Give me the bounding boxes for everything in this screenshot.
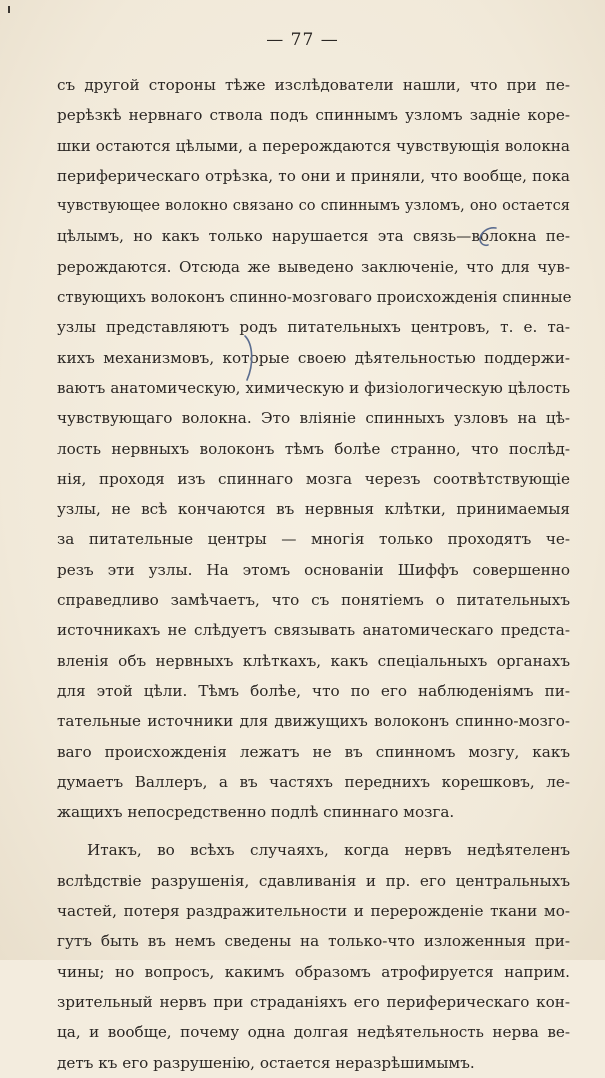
text-line: Итакъ, во всѣхъ случаяхъ, когда нервъ недѣятеленъ — [87, 841, 570, 860]
text-line: цѣлымъ, но какъ только нарушается эта связь—волокна пе- — [57, 227, 570, 246]
text-line: справедливо замѣчаетъ, что съ понятiемъ о питательныхъ — [57, 591, 570, 610]
text-line: резъ эти узлы. На этомъ основанiи Шиффъ совершенно — [57, 560, 570, 579]
text-line: периферическаго отрѣзка, то они и приняли, что вообще, пока — [57, 166, 570, 185]
text-line: за питательные центры — многiя только проходятъ че- — [57, 530, 570, 549]
text-line: ваютъ анатомическую, химическую и физiологическую цѣлость — [57, 378, 570, 397]
text-line: ваго происхожденiя лежатъ не въ спинномъ мозгу, какъ — [57, 742, 570, 761]
paragraph-gap — [57, 827, 570, 835]
paragraph-1 — [57, 70, 570, 827]
text-line: чины; но вопросъ, какимъ образомъ атрофируется наприм. — [57, 962, 570, 981]
text-line: чувствующаго волокна. Это влiянiе спинныхъ узловъ на цѣ- — [57, 409, 570, 428]
text-line: гутъ быть въ немъ сведены на только-что изложенныя при- — [57, 932, 570, 951]
text-line: вслѣдствiе разрушенiя, сдавливанiя и пр. его центральныхъ — [57, 871, 570, 890]
text-line: нiя, проходя изъ спиннаго мозга черезъ соотвѣтствующiе — [57, 469, 570, 488]
paragraph-2 — [57, 835, 570, 1077]
text-line: узлы представляютъ родъ питательныхъ центровъ, т. е. та- — [57, 318, 570, 337]
text-block — [57, 70, 570, 1078]
text-line: жащихъ непосредственно подлѣ спиннаго мозга. — [57, 803, 455, 822]
text-line: лость нервныхъ волоконъ тѣмъ болѣе странно, что послѣд- — [57, 439, 570, 458]
text-line: рерѣзкѣ нервнаго ствола подъ спиннымъ узломъ заднiе коре- — [57, 106, 570, 125]
text-line: шки остаются цѣлыми, а перерождаются чувствующiя волокна — [57, 136, 570, 155]
page-number: — 77 — — [266, 30, 339, 50]
ink-speck — [8, 6, 10, 13]
text-line: частей, потеря раздражительности и перерожденiе ткани мо- — [57, 902, 570, 921]
text-line: тательные источники для движущихъ волоконъ спинно-мозго- — [57, 712, 570, 731]
text-line: источникахъ не слѣдуетъ связывать анатомическаго предста- — [57, 621, 570, 640]
text-line: вленiя объ нервныхъ клѣткахъ, какъ спецiальныхъ органахъ — [57, 651, 570, 670]
text-line: зрительный нервъ при страданiяхъ его периферическаго кон- — [57, 992, 570, 1011]
text-line: кихъ механизмовъ, которые своею дѣятельностью поддержи- — [57, 348, 570, 367]
text-line: узлы, не всѣ кончаются въ нервныя клѣтки, принимаемыя — [57, 500, 570, 519]
text-line: съ другой стороны тѣже изслѣдователи нашли, что при пе- — [57, 76, 570, 94]
text-line: чувствующее волокно связано со спиннымъ узломъ, оно остается — [57, 197, 570, 215]
text-line: думаетъ Валлеръ, а въ частяхъ переднихъ корешковъ, ле- — [57, 772, 570, 791]
text-line: детъ къ его разрушенiю, остается неразрѣшимымъ. — [57, 1053, 475, 1072]
text-line: ца, и вообще, почему одна долгая недѣятельность нерва ве- — [57, 1023, 570, 1042]
text-line: для этой цѣли. Тѣмъ болѣе, что по его наблюденiямъ пи- — [57, 681, 570, 700]
text-line: ствующихъ волоконъ спинно-мозговаго происхожденiя спинные — [57, 288, 572, 307]
text-line: рерождаются. Отсюда же выведено заключенiе, что для чув- — [57, 257, 570, 276]
